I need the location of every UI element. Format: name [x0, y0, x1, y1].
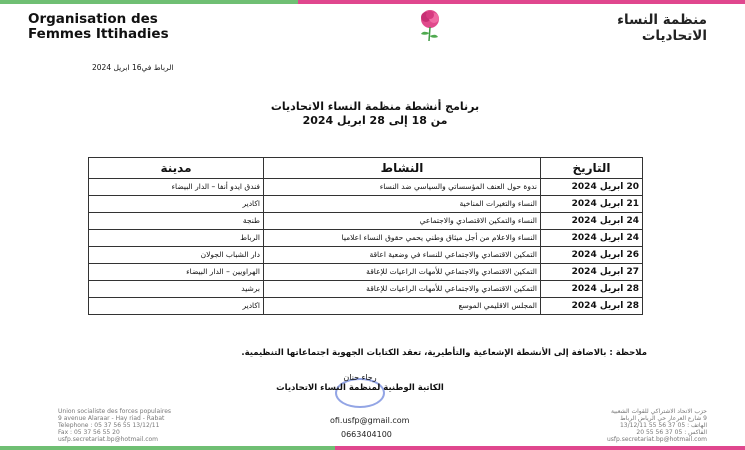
- note-text: ملاحظة : بالاضافة إلى الأنشطة الإشعاعية والتأطيرية، تعقد الكتابات الجهوية اجتماعاتها التنظيمية.: [241, 348, 647, 358]
- signatory-name: رجاء حنان: [343, 373, 377, 382]
- row-city: الهراويين – الدار البيضاء: [89, 264, 264, 281]
- table-body: [89, 179, 643, 315]
- footer-fr-line: Telephone : 05 37 56 55 13/12/11: [58, 422, 160, 429]
- row-date: 24 ابريل 2024: [541, 213, 643, 230]
- bottom-color-bar: [0, 446, 745, 450]
- contact-email: ofi.usfp@gmail.com: [330, 416, 410, 425]
- row-city: الرباط: [89, 230, 264, 247]
- footer-ar: [607, 408, 707, 443]
- program-title-line2: من 18 إلى 28 ابريل 2024: [302, 114, 448, 127]
- row-city: فندق ايدو أنفا – الدار البيضاء: [89, 179, 264, 196]
- footer-ar-line: الفاكس : 05 37 56 55 20: [636, 429, 707, 436]
- org-name-fr: [28, 12, 169, 42]
- row-activity: النساء والاعلام من أجل ميثاق وطني يحمي حقوق النساء اعلاميا: [264, 230, 541, 247]
- table-row: [89, 281, 643, 298]
- row-date: 20 ابريل 2024: [541, 179, 643, 196]
- table-row: [89, 264, 643, 281]
- footer-ar-line: 9 شارع العرعار حي الرياض الرباط: [620, 415, 707, 422]
- table-row: [89, 230, 643, 247]
- row-city: اكادير: [89, 298, 264, 315]
- header-date: التاريخ: [541, 158, 643, 179]
- top-color-bar: [0, 0, 745, 4]
- signatory-title: الكاتبة الوطنية لمنظمة النساء الاتحاديات: [276, 383, 444, 393]
- row-activity: النساء والتغيرات المناخية: [264, 196, 541, 213]
- row-date: 24 ابريل 2024: [541, 230, 643, 247]
- rose-logo-icon: [412, 6, 448, 42]
- row-activity: النساء والتمكين الاقتصادي والاجتماعي: [264, 213, 541, 230]
- row-city: اكادير: [89, 196, 264, 213]
- table-row: [89, 298, 643, 315]
- footer-fr-line: Union socialiste des forces populaires: [58, 408, 172, 415]
- footer-fr-line: Fax : 05 37 56 55 20: [58, 429, 120, 436]
- org-name-ar-line1: منظمة النساء: [617, 12, 707, 28]
- row-date: 28 ابريل 2024: [541, 281, 643, 298]
- footer-ar-line: حزب الاتحاد الاشتراكي للقوات الشعبية: [610, 408, 707, 415]
- header-activity: النشاط: [264, 158, 541, 179]
- org-name-fr-line1: Organisation des: [28, 11, 158, 27]
- row-activity: المجلس الاقليمي الموسع: [264, 298, 541, 315]
- footer-fr-line: 9 avenue Alaraar - Hay riad - Rabat: [58, 415, 165, 422]
- row-city: برشيد: [89, 281, 264, 298]
- table-row: [89, 196, 643, 213]
- org-name-ar: [617, 12, 707, 44]
- row-activity: التمكين الاقتصادي والاجتماعي للأمهات الراعيات للإعاقة: [264, 264, 541, 281]
- contact-phone: 0663404100: [341, 430, 392, 439]
- table-row: [89, 179, 643, 196]
- row-city: طنجة: [89, 213, 264, 230]
- row-date: 26 ابريل 2024: [541, 247, 643, 264]
- document-date: الرباط في16 ابريل 2024: [92, 63, 174, 72]
- table-row: [89, 213, 643, 230]
- row-city: دار الشباب الجولان: [89, 247, 264, 264]
- row-date: 27 ابريل 2024: [541, 264, 643, 281]
- header-city: مدينة: [89, 158, 264, 179]
- activities-table: [88, 157, 643, 315]
- footer-fr-line: usfp.secretariat.bp@hotmail.com: [58, 436, 159, 443]
- footer-ar-line: الهاتف : 05 37 56 55 13/12/11: [619, 422, 707, 429]
- program-title-line1: برنامج أنشطة منظمة النساء الاتحاديات: [270, 100, 480, 113]
- footer-fr: [58, 408, 171, 443]
- row-date: 21 ابريل 2024: [541, 196, 643, 213]
- table-header-row: [89, 158, 643, 179]
- footer-ar-line: usfp.secretariat.bp@hotmail.com: [606, 436, 707, 443]
- program-title: [230, 100, 520, 128]
- row-activity: ندوة حول العنف المؤسساتي والسياسي ضد النساء: [264, 179, 541, 196]
- row-date: 28 ابريل 2024: [541, 298, 643, 315]
- row-activity: التمكين الاقتصادي والاجتماعي للأمهات الراعيات للإعاقة: [264, 281, 541, 298]
- row-activity: التمكين الاقتصادي والاجتماعي للنساء في وضعية اعاقة: [264, 247, 541, 264]
- org-name-ar-line2: الاتحاديات: [641, 28, 707, 44]
- org-name-fr-line2: Femmes Ittihadies: [28, 26, 169, 42]
- table-row: [89, 247, 643, 264]
